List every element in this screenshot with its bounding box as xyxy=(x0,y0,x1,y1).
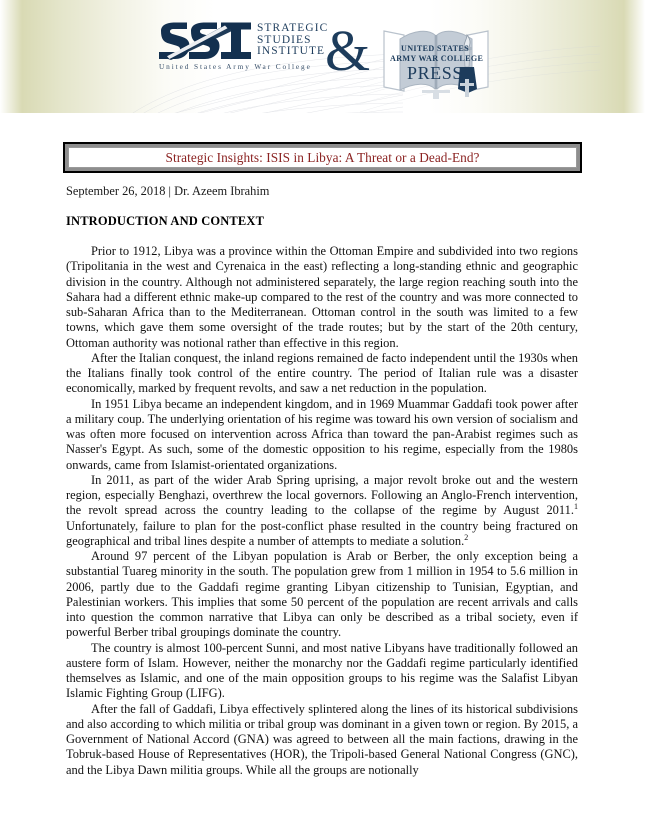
paragraph: The country is almost 100-percent Sunni, and most native Libyans have traditionally followed an austere form of Islam. However, neither the monarchy nor the Gaddafi regime particularly identified themselves as Islamic, and one of the main opposition groups to his regime was the Salafist Libyan Islamic Fighting Group (LIFG). xyxy=(66,640,578,701)
article-byline: September 26, 2018 | Dr. Azeem Ibrahim xyxy=(66,184,270,198)
article-body xyxy=(66,184,578,778)
ampersand-separator: & xyxy=(325,18,371,83)
page-header-banner xyxy=(0,0,645,113)
paragraph: After the Italian conquest, the inland regions remained de facto independent until the 1930s when the Italians finally took control of the entire country. The period of Italian rule was a disaster economically, marked by frequent revolts, and saw a net reduction in the population. xyxy=(66,350,578,396)
paragraph: After the fall of Gaddafi, Libya effectively splintered along the lines of its historical subdivisions and also according to which militia or tribal group was dominant in a given town or region. By 2015, a Government of National Accord (GNA) was agreed to between all the main factions, drawing in the Tobruk-based House of Representatives (HOR), the Tripoli-based General National Congress (GNC), and the Libya Dawn militia groups. While all the groups are notionally xyxy=(66,701,578,777)
ssi-monogram-icon xyxy=(157,22,253,60)
section-heading-introduction: INTRODUCTION AND CONTEXT xyxy=(66,214,265,228)
press-line-2: ARMY WAR COLLEGE xyxy=(390,53,484,63)
ssi-word-line-2: STUDIES xyxy=(257,33,312,46)
document-title-box-inner xyxy=(68,147,577,168)
footnote-marker-2[interactable]: 2 xyxy=(464,532,469,542)
paragraph: Around 97 percent of the Libyan population is Arab or Berber, the only exception being a substantial Tuareg minority in the south. The population grew from 1 million in 1954 to 5.6 million in 2006, partly due to the Gaddafi regime granting Libyan citizenship to Tunisian, Egyptian, and Palestinian workers. This implies that some 50 percent of the population are recent arrivals and calls into question the common narrative that Libya can only be described as a tribal society, even if powerful Berber tribal groupings dominate the country. xyxy=(66,549,578,640)
page-title: Strategic Insights: ISIS in Libya: A Threat or a Dead-End? xyxy=(165,149,480,165)
paragraph-text-segment: In 2011, as part of the wider Arab Spring uprising, a major revolt broke out and the western region, especially Benghazi, overthrew the local governors. Following an Anglo-French intervention, the revolt spread across the country leading to the collapse of the regime by August 2011. xyxy=(66,472,578,518)
ssi-word-line-1: STRATEGIC xyxy=(257,22,329,34)
document-title-box xyxy=(63,142,582,173)
press-wordmark xyxy=(390,44,484,84)
footnote-marker-1[interactable]: 1 xyxy=(574,502,578,512)
ssi-logo xyxy=(157,22,329,80)
press-line-1: UNITED STATES xyxy=(401,44,469,53)
paragraph-with-footnotes xyxy=(66,473,578,549)
ssi-tagline: United States Army War College xyxy=(159,62,312,71)
ssi-word-line-3: INSTITUTE xyxy=(257,45,326,58)
ssi-wordmark xyxy=(257,23,328,58)
paragraph: Prior to 1912, Libya was a province within the Ottoman Empire and subdivided into two regions (Tripolitania in the west and Cyrenaica in the east) reflecting a long-standing ethnic and geographic division in the country. Although not administered separately, the large region reaching south into the Sahara had a different ethnic make-up compared to the rest of the country and was more connected to sub-Saharan Africa than to the Mediterranean. Ottoman control in the south was limited to a few towns, which gave them some oversight of the trade routes; but by the start of the 20th century, Ottoman authority was notional rather than effective in this region. xyxy=(66,244,578,350)
paragraph: In 1951 Libya became an independent kingdom, and in 1969 Muammar Gaddafi took power after a military coup. The underlying orientation of his regime was toward his own version of socialism and was often more focused on intervention across Africa than toward the pan-Arabist regimes such as Nasser's Egypt. As such, some of the domestic opposition to his regime, especially from the 1980s onwards, came from Islamist-orientated organizations. xyxy=(66,396,578,472)
army-war-college-press-logo xyxy=(378,17,494,99)
paragraph-text-segment: Unfortunately, failure to plan for the post-conflict phase resulted in the country being fractured on geographical and tribal lines despite a number of attempts to mediate a solution. xyxy=(66,518,578,548)
press-line-3: PRESS xyxy=(406,63,464,84)
